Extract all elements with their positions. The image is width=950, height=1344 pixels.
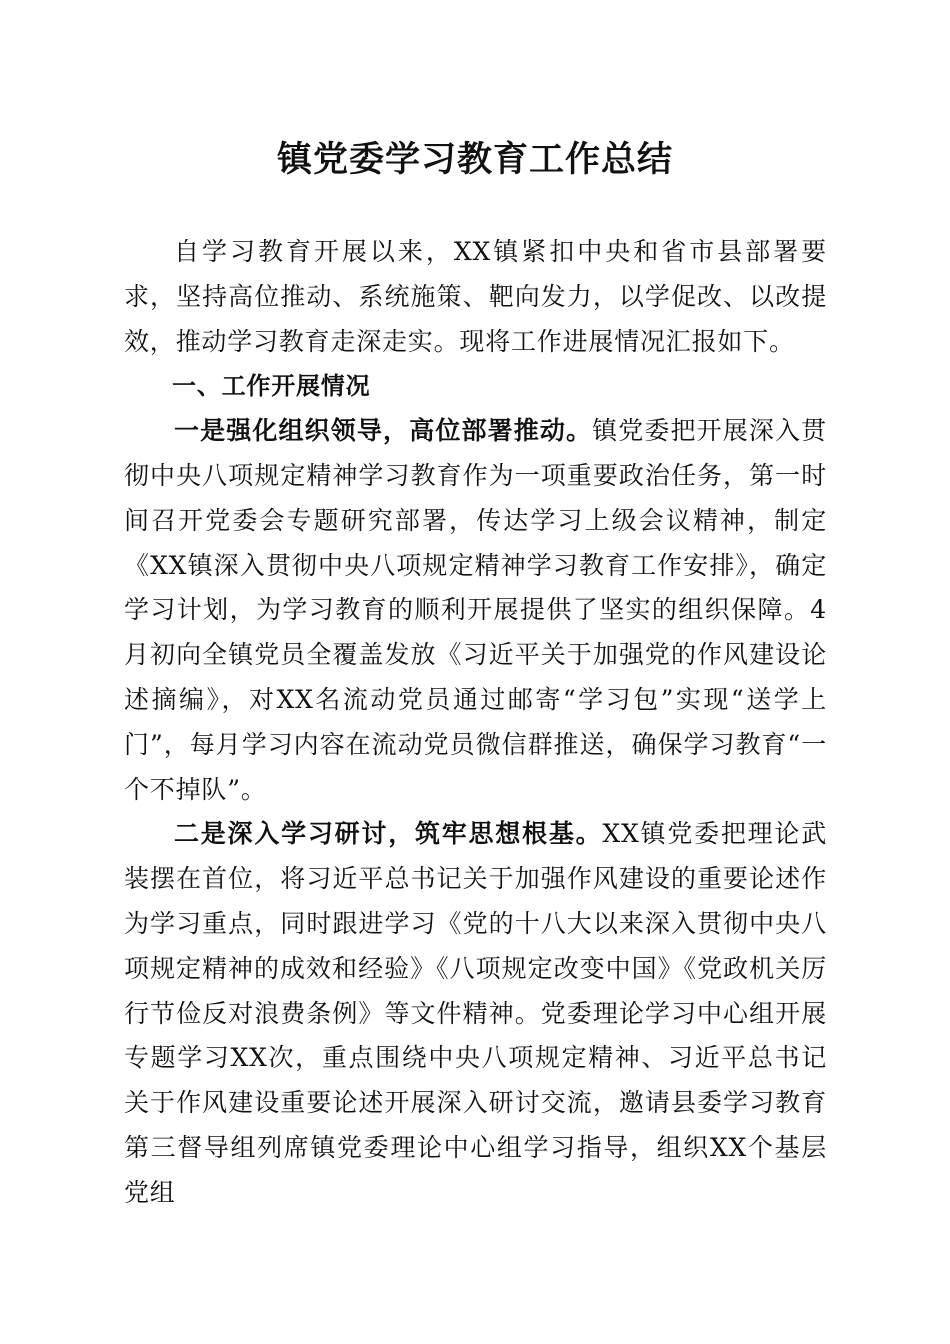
paragraph-organization [124, 409, 827, 812]
document-title: 镇党委学习教育工作总结 [276, 139, 673, 180]
paragraph-text: 镇党委把开展深入贯彻中央八项规定精神学习教育作为一项重要政治任务，第一时间召开党委会专题研究部署，传达学习上级会议精神，制定《XX镇深入贯彻中央八项规定精神学习教育工作安排》，确定学习计划，为学习教育的顺利开展提供了坚实的组织保障。4月初向全镇党员全覆盖发放《习近平关于加强党的作风建设论述摘编》，对XX名流动党员通过邮寄“学习包”实现“送学上门”，每月学习内容在流动党员微信群推送，确保学习教育“一个不掉队”。 [124, 416, 827, 804]
paragraph-lead: 一是强化组织领导，高位部署推动。 [174, 416, 593, 446]
paragraph-text: XX镇党委把理论武装摆在首位，将习近平总书记关于加强作风建设的重要论述作为学习重点，同时跟进学习《党的十八大以来深入贯彻中央八项规定精神的成效和经验》《八项规定改变中国》《党政机关厉行节俭反对浪费条例》等文件精神。党委理论学习中心组开展专题学习XX次，重点围绕中央八项规定精神、习近平总书记关于作风建设重要论述开展深入研讨交流，邀请县委学习教育第三督导组列席镇党委理论中心组学习指导，组织XX个基层党组 [124, 819, 828, 1207]
intro-paragraph: 自学习教育开展以来，XX镇紧扣中央和省市县部署要求，坚持高位推动、系统施策、靶向发力，以学促改、以改提效，推动学习教育走深走实。现将工作进展情况汇报如下。 [124, 237, 827, 356]
paragraph-lead: 二是深入学习研讨，筑牢思想根基。 [174, 819, 603, 849]
section-heading: 一、工作开展情况 [172, 372, 371, 401]
document-body [124, 230, 827, 1216]
paragraph-study [124, 812, 827, 1215]
